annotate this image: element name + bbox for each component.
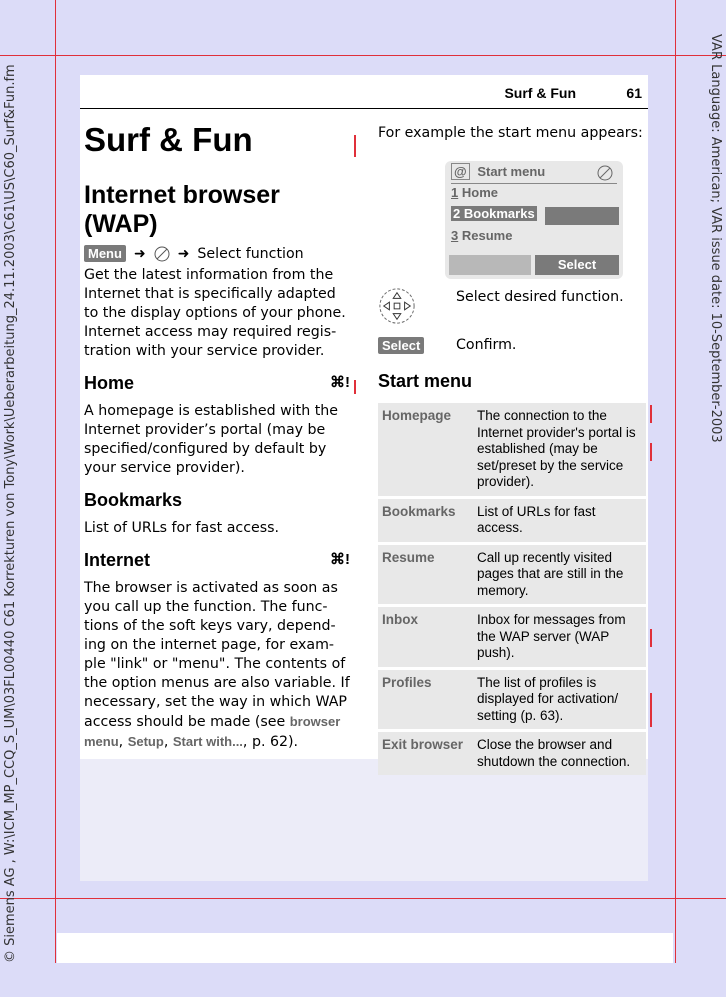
phone-display xyxy=(445,161,623,279)
change-bar xyxy=(650,443,652,461)
row-key: Resume xyxy=(382,549,435,565)
row-value: The connection to the Internet provider's portal is established (may be set/preset by the service provider). xyxy=(477,408,636,489)
manual-page xyxy=(80,75,648,881)
crop-mark-top xyxy=(0,55,726,56)
header-rule xyxy=(80,108,648,109)
row-key: Homepage xyxy=(382,408,452,423)
internet-heading xyxy=(84,550,352,571)
crop-mark-bottom xyxy=(0,898,726,899)
change-bar xyxy=(354,380,356,394)
row-key: Bookmarks xyxy=(382,503,456,519)
item-label: Resume xyxy=(461,228,513,243)
wap-icon xyxy=(597,165,613,181)
row-key: Profiles xyxy=(382,674,432,690)
home-paragraph: A homepage is established with the Internet provider’s portal (may be specified/configured by default by your service provider). xyxy=(84,403,339,476)
ref-setup: Setup xyxy=(127,734,164,749)
crop-mark-left xyxy=(55,0,56,963)
internet-heading-label: Internet xyxy=(84,550,151,570)
table-row xyxy=(378,670,646,730)
row-key: Inbox xyxy=(382,612,418,627)
menu-softkey: Menu xyxy=(84,245,126,262)
bottom-strip xyxy=(57,933,673,963)
service-provider-icon: ⌘! xyxy=(330,551,350,568)
home-heading xyxy=(84,373,352,394)
bookmarks-paragraph: List of URLs for fast access. xyxy=(84,520,280,536)
internet-text-end: , p. 62). xyxy=(242,734,299,750)
item-number: 3 xyxy=(451,228,459,243)
service-provider-icon: ⌘! xyxy=(330,374,350,391)
internet-text: The browser is activated as soon as you call up the function. The func-tions of the soft keys vary, depend-ing on the internet page, for exam-ple "link" or "menu". The contents of the option menus are also variable. If necessary, set the way in which WAP access should be made (see xyxy=(84,580,350,730)
variant-info-text: VAR Language: American; VAR issue date: 10-September-2003 xyxy=(708,34,723,443)
table-row xyxy=(378,403,646,496)
change-bar xyxy=(650,405,652,423)
left-softkey-area xyxy=(449,255,531,275)
item-label: Bookmarks xyxy=(463,206,535,221)
change-bar xyxy=(650,693,652,727)
right-intro: For example the start menu appears: xyxy=(378,125,643,141)
selection-bar xyxy=(545,207,619,225)
left-column xyxy=(84,119,352,752)
instruction-select xyxy=(378,287,624,329)
table-row xyxy=(378,499,646,542)
row-value: Inbox for messages from the WAP server (WAP push). xyxy=(477,612,626,660)
menu-path xyxy=(84,245,352,262)
change-bar xyxy=(650,629,652,647)
item-label: Home xyxy=(461,185,498,200)
row-key: Exit browser xyxy=(382,737,464,752)
row-value: The list of profiles is displayed for activation/ setting (p. 63). xyxy=(477,674,619,723)
display-item-resume xyxy=(451,228,512,243)
separator: , xyxy=(163,734,173,750)
row-value: Call up recently visited pages that are still in the memory. xyxy=(477,549,624,598)
menu-path-tail: Select function xyxy=(197,245,304,262)
ref-browser-menu: browser menu xyxy=(84,714,341,749)
crop-mark-right xyxy=(675,0,676,963)
table-row xyxy=(378,732,646,775)
display-item-home xyxy=(451,185,498,200)
start-menu-table xyxy=(378,403,646,778)
item-number: 1 xyxy=(451,185,459,200)
page-number: 61 xyxy=(626,85,642,101)
instruction-select-text: Select desired function. xyxy=(456,289,624,305)
table-row xyxy=(378,607,646,667)
section-title: Internet browser (WAP) xyxy=(84,181,280,238)
arrow-right-icon: ➜ xyxy=(177,245,190,262)
ref-start-with: Start with... xyxy=(172,734,243,749)
row-value: List of URLs for fast access. xyxy=(477,503,596,535)
running-title: Surf & Fun xyxy=(504,85,576,101)
select-softkey: Select xyxy=(535,255,619,275)
wap-icon xyxy=(154,246,170,262)
instruction-confirm xyxy=(378,337,517,354)
start-menu-heading: Start menu xyxy=(378,371,473,391)
navigation-key-icon xyxy=(378,287,416,325)
select-softkey-label: Select xyxy=(378,337,424,354)
home-heading-label: Home xyxy=(84,373,135,393)
item-number: 2 xyxy=(453,206,461,221)
chapter-title: Surf & Fun xyxy=(84,121,253,158)
display-title: Start menu xyxy=(477,164,546,179)
file-path-text: © Siemens AG , W:\ICM_MP_CCQ_S_UM\03FL00440 C61 Korrekturen von Tony\Work\Ueberarbeitung_24.11.2003\C61\US\C60_Surf&Fun.fm xyxy=(3,64,18,963)
change-bar xyxy=(354,135,356,157)
instruction-confirm-text: Confirm. xyxy=(456,337,517,353)
display-title-bar xyxy=(451,163,617,184)
intro-paragraph: Get the latest information from the Internet that is specifically adapted to the display options of your phone. Internet access may required regis-tration with your service provider. xyxy=(84,267,346,359)
at-icon: @ xyxy=(451,163,470,180)
display-item-bookmarks xyxy=(451,206,537,221)
table-row xyxy=(378,545,646,605)
internet-paragraph xyxy=(84,579,352,752)
row-value: Close the browser and shutdown the connection. xyxy=(477,737,631,769)
bookmarks-heading: Bookmarks xyxy=(84,490,183,510)
separator: , xyxy=(118,734,128,750)
arrow-right-icon: ➜ xyxy=(133,245,146,262)
